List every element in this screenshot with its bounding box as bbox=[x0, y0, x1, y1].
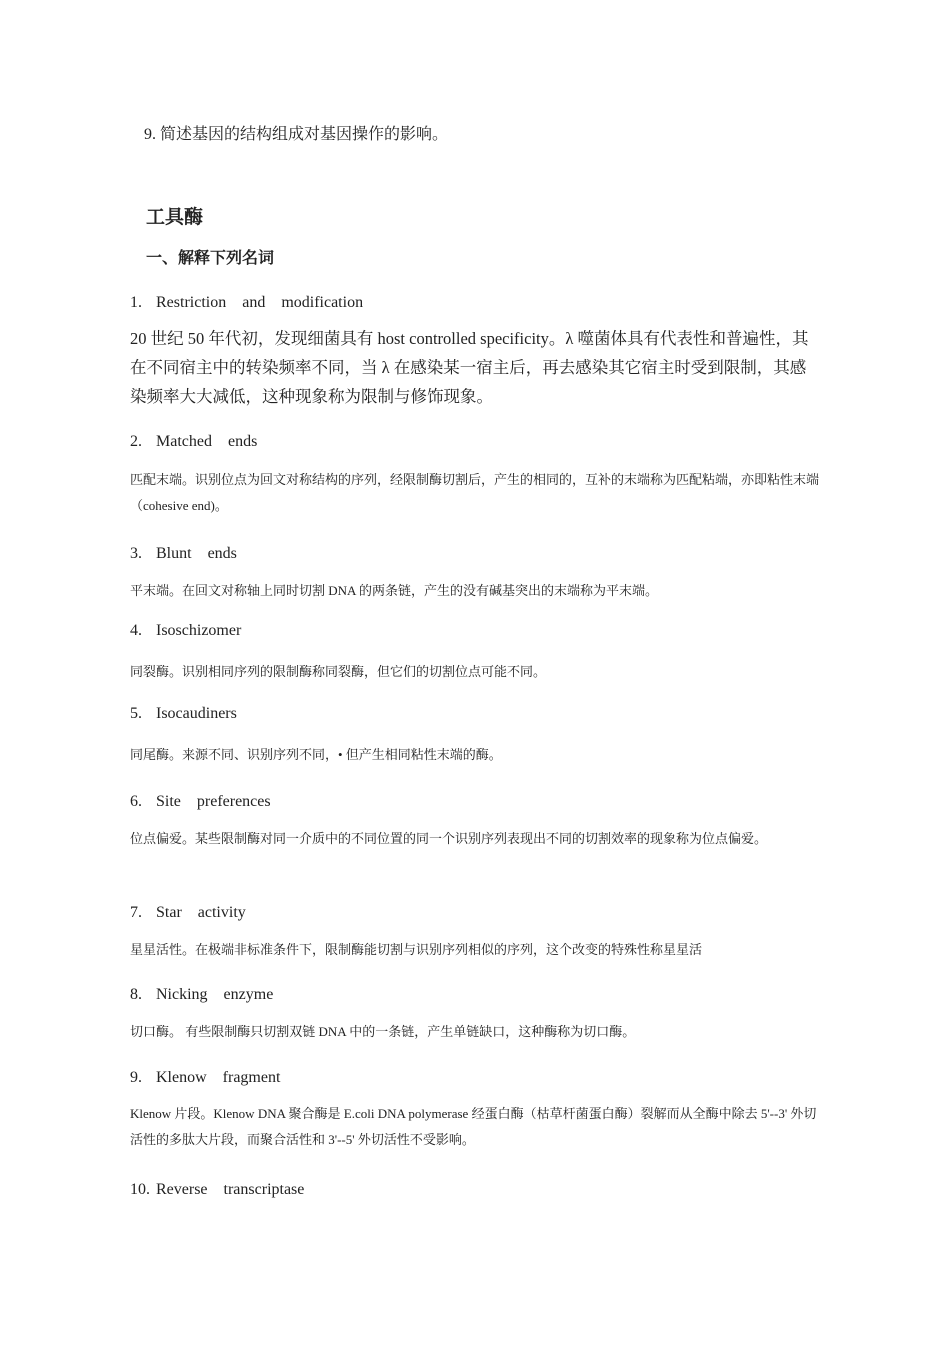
term-number: 9. bbox=[130, 1069, 142, 1086]
previous-question-9: 9. 简述基因的结构组成对基因操作的影响。 bbox=[144, 126, 449, 143]
term-definition: 位点偏爱。某些限制酶对同一介质中的不同位置的同一个识别序列表现出不同的切割效率的现象称为位点偏爱。 bbox=[130, 831, 768, 846]
term-definition: 星星活性。在极端非标准条件下，限制酶能切割与识别序列相似的序列，这个改变的特殊性称星星活 bbox=[130, 942, 703, 957]
term-number: 5. bbox=[130, 705, 142, 722]
term-number: 2. bbox=[130, 433, 142, 450]
term-heading bbox=[130, 788, 271, 811]
term-name: Nicking enzyme bbox=[156, 986, 274, 1003]
subsection-title: 一、解释下列名词 bbox=[146, 250, 275, 267]
term-name: Matched ends bbox=[156, 433, 258, 450]
term-definition: 切口酶。 有些限制酶只切割双链 DNA 中的一条链，产生单链缺口，这种酶称为切口酶。 bbox=[130, 1024, 636, 1039]
term-name: Isoschizomer bbox=[156, 622, 242, 639]
term-definition: 20 世纪 50 年代初，发现细菌具有 host controlled specificity。λ 噬菌体具有代表性和普遍性，其在不同宿主中的转染频率不同，当 λ 在感染某一宿主后，再去感染其它宿主时受到限制，其感染频率大大减低，这种现象称为限制与修饰现象。 bbox=[130, 329, 809, 406]
term-number: 4. bbox=[130, 622, 142, 639]
term-number: 10. bbox=[130, 1181, 150, 1198]
term-number: 7. bbox=[130, 904, 142, 921]
term-definition: 同尾酶。来源不同、识别序列不同，• 但产生相同粘性末端的酶。 bbox=[130, 747, 502, 762]
term-name: Isocaudiners bbox=[156, 705, 237, 722]
term-definition: 同裂酶。识别相同序列的限制酶称同裂酶，但它们的切割位点可能不同。 bbox=[130, 664, 547, 679]
term-heading bbox=[130, 1176, 304, 1199]
term-name: Klenow fragment bbox=[156, 1069, 281, 1086]
term-definition: 匹配末端。识别位点为回文对称结构的序列，经限制酶切割后，产生的相同的，互补的末端称为匹配粘端，亦即粘性末端（cohesive end)。 bbox=[130, 472, 820, 513]
term-name: Reverse transcriptase bbox=[156, 1181, 305, 1198]
term-heading bbox=[130, 622, 241, 640]
term-number: 8. bbox=[130, 986, 142, 1003]
term-name: Site preferences bbox=[156, 793, 271, 810]
term-name: Star activity bbox=[156, 904, 246, 921]
term-heading bbox=[130, 540, 237, 563]
term-number: 1. bbox=[130, 294, 142, 311]
term-heading bbox=[130, 1064, 280, 1087]
term-heading bbox=[130, 428, 257, 451]
term-heading bbox=[130, 289, 363, 312]
term-heading bbox=[130, 899, 246, 922]
term-heading bbox=[130, 705, 237, 723]
term-definition: 平末端。在回文对称轴上同时切割 DNA 的两条链，产生的没有碱基突出的末端称为平末端。 bbox=[130, 583, 658, 598]
term-name: Blunt ends bbox=[156, 545, 237, 562]
term-name: Restriction and modification bbox=[156, 294, 364, 311]
term-number: 3. bbox=[130, 545, 142, 562]
term-heading bbox=[130, 981, 273, 1004]
term-number: 6. bbox=[130, 793, 142, 810]
term-definition: Klenow 片段。Klenow DNA 聚合酶是 E.coli DNA polymerase 经蛋白酶（枯草杆菌蛋白酶）裂解而从全酶中除去 5'--3' 外切活性的多肽大片段，而聚合活性和 3'--5' 外切活性不受影响。 bbox=[130, 1106, 817, 1147]
section-title: 工具酶 bbox=[146, 207, 204, 228]
